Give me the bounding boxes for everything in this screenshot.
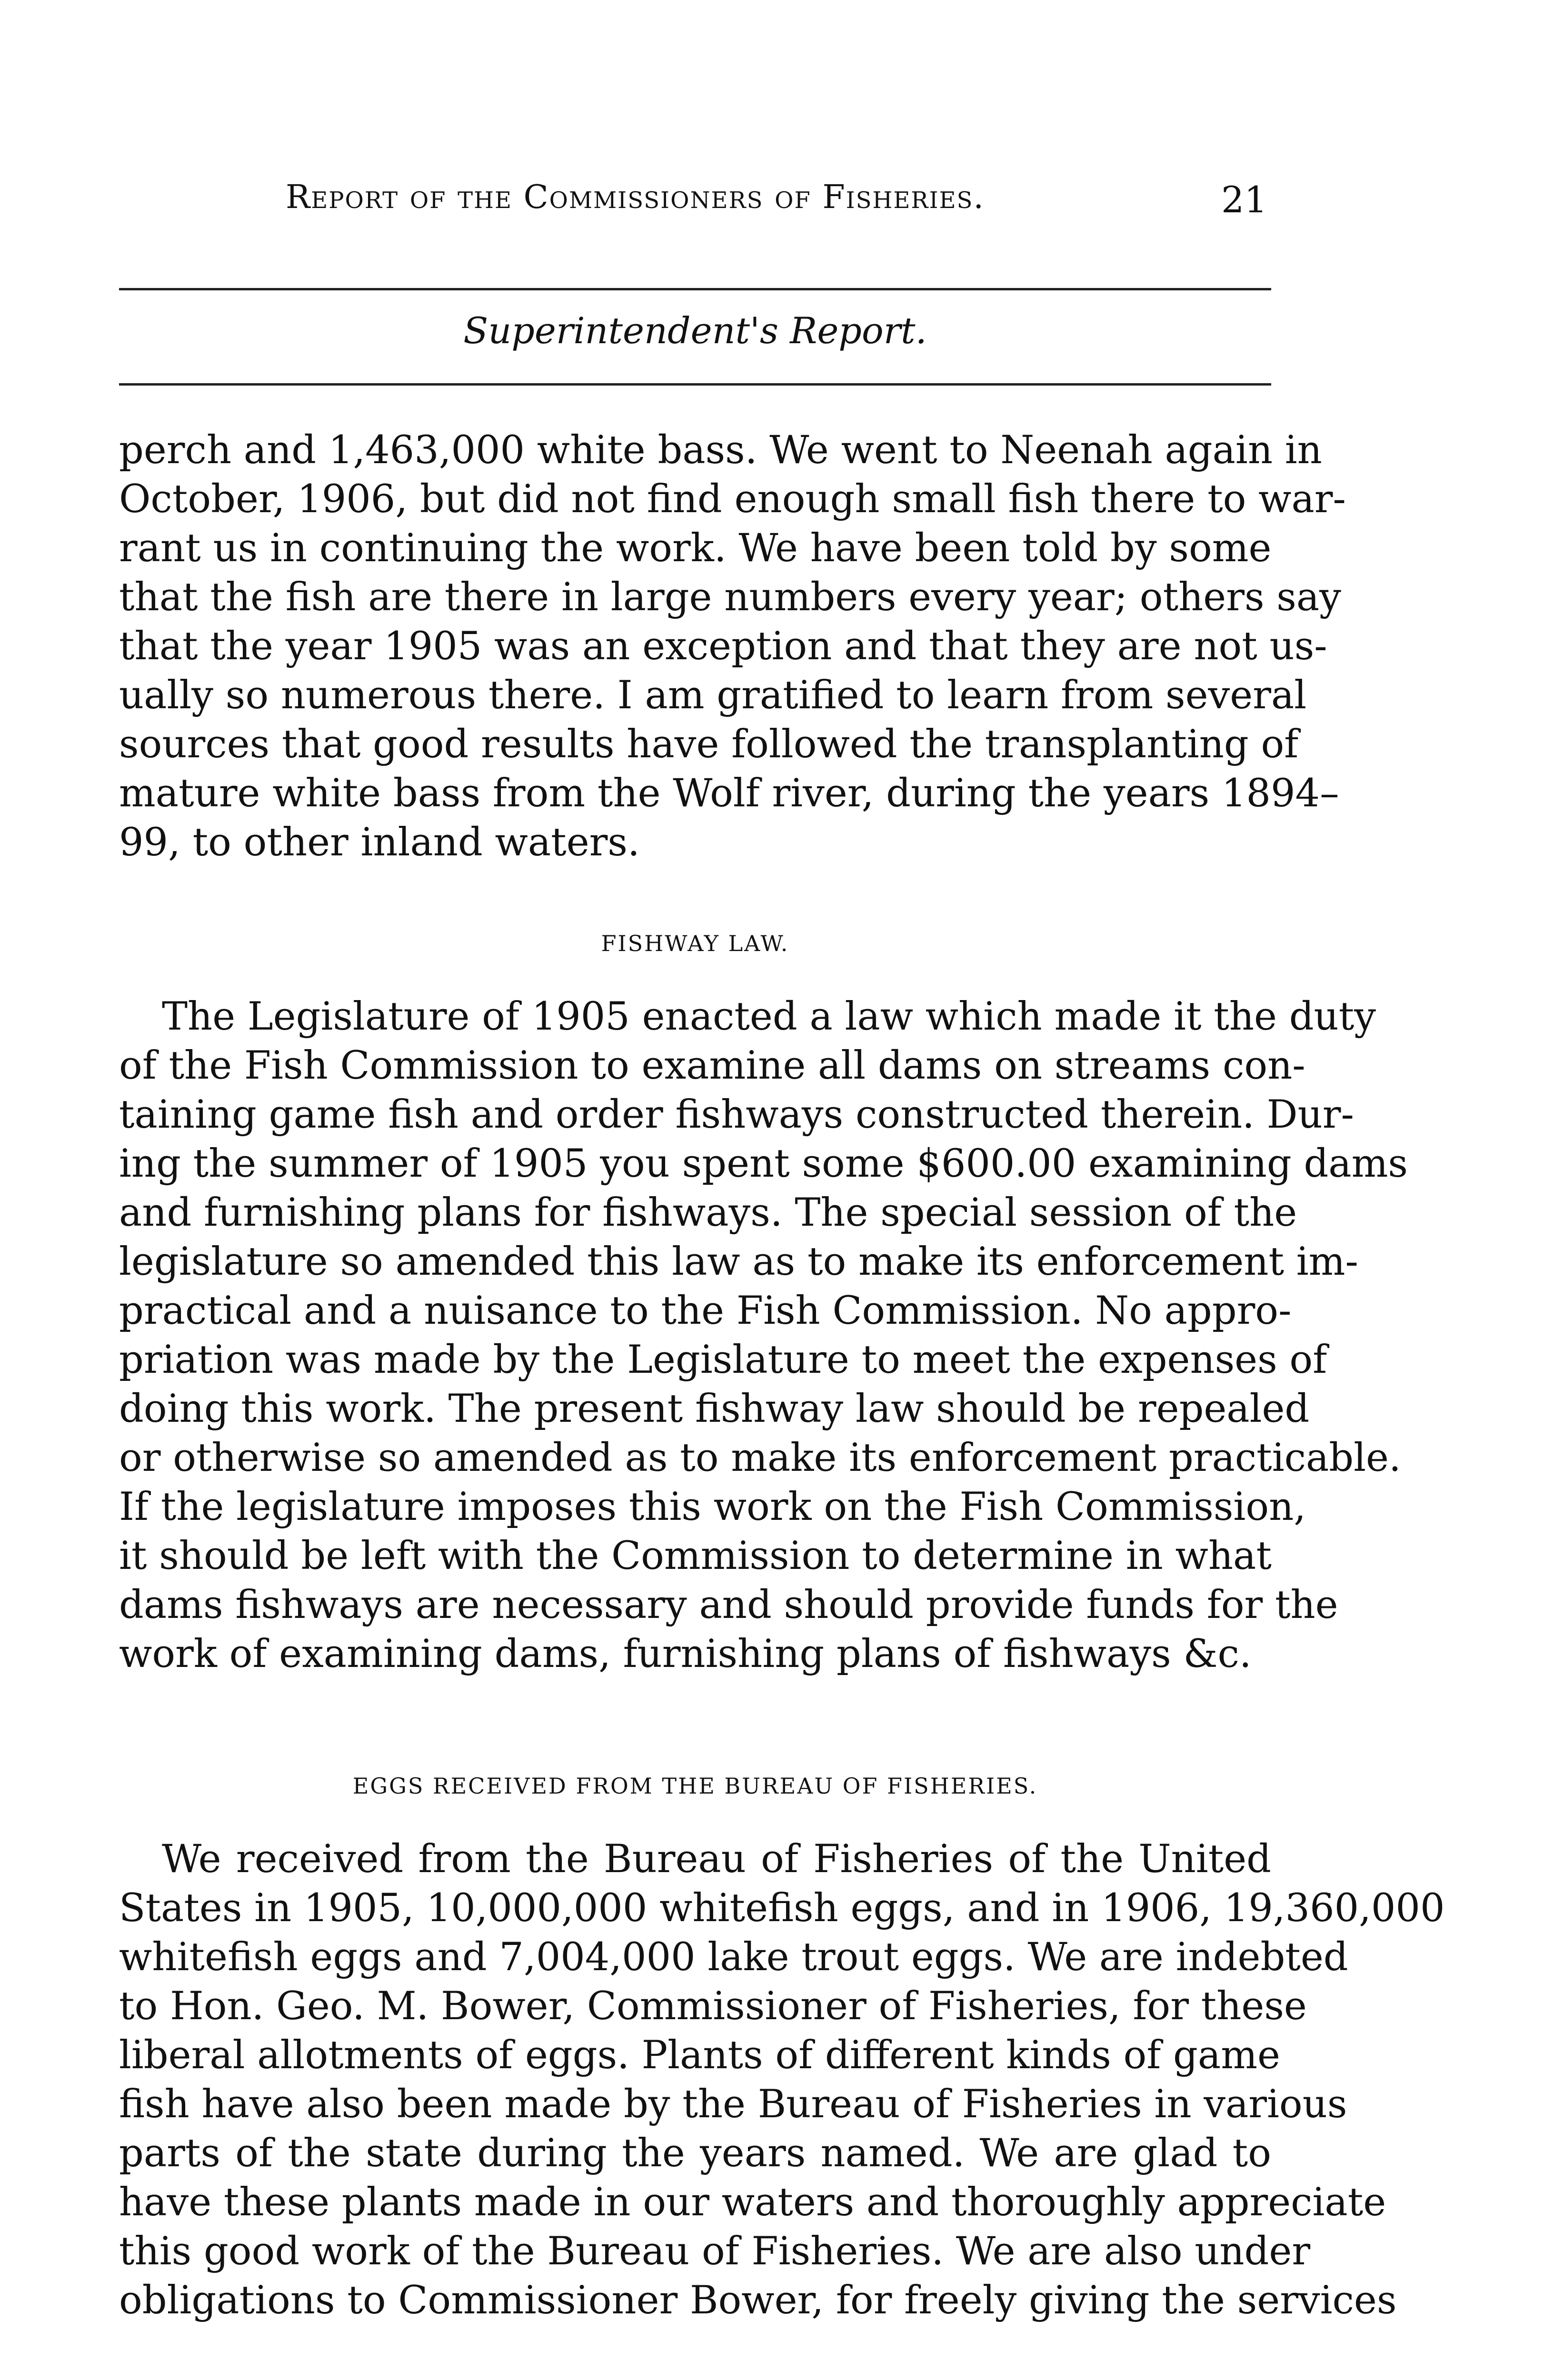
text-line: dams fishways are necessary and should provide funds for the: [119, 1583, 1338, 1627]
text-line: fish have also been made by the Bureau of Fisheries in various: [119, 2082, 1347, 2127]
text-line: taining game fish and order fishways constructed therein. Dur-: [119, 1092, 1354, 1137]
section-subheading: Superintendent's Report.: [463, 309, 927, 352]
page-number: 21: [1221, 178, 1267, 221]
text-line: to Hon. Geo. M. Bower, Commissioner of Fisheries, for these: [119, 1984, 1307, 2029]
text-line: doing this work. The present fishway law should be repealed: [119, 1387, 1310, 1431]
section-heading-eggs-received: EGGS RECEIVED FROM THE BUREAU OF FISHERIES.: [352, 1773, 1038, 1799]
section-heading-fishway-law: FISHWAY LAW.: [601, 931, 789, 956]
text-line: The Legislature of 1905 enacted a law which made it the duty: [162, 994, 1376, 1039]
text-line: work of examining dams, furnishing plans of fishways &c.: [119, 1632, 1252, 1676]
fishway-law-paragraph: [119, 992, 1408, 1679]
text-line: or otherwise so amended as to make its enforcement practicable.: [119, 1436, 1401, 1480]
text-line: of the Fish Commission to examine all dams on streams con-: [119, 1043, 1305, 1088]
header-rule-top: [119, 288, 1271, 290]
text-line: obligations to Commissioner Bower, for freely giving the services: [119, 2278, 1397, 2323]
text-line: whitefish eggs and 7,004,000 lake trout eggs. We are indebted: [119, 1935, 1348, 1980]
text-line: that the fish are there in large numbers every year; others say: [119, 575, 1341, 620]
text-line: practical and a nuisance to the Fish Commission. No appro-: [119, 1289, 1292, 1333]
text-line: rant us in continuing the work. We have been told by some: [119, 526, 1272, 571]
text-line: mature white bass from the Wolf river, during the years 1894–: [119, 771, 1339, 816]
text-line: If the legislature imposes this work on the Fish Commission,: [119, 1485, 1306, 1529]
text-line: sources that good results have followed the transplanting of: [119, 722, 1299, 767]
continuation-paragraph: [119, 426, 1346, 867]
text-line: this good work of the Bureau of Fisheries. We are also under: [119, 2229, 1311, 2274]
text-line: liberal allotments of eggs. Plants of different kinds of game: [119, 2033, 1280, 2078]
eggs-received-paragraph: [119, 1835, 1445, 2325]
text-line: ing the summer of 1905 you spent some $600.00 examining dams: [119, 1141, 1408, 1186]
text-line: ually so numerous there. I am gratified to learn from several: [119, 673, 1307, 718]
text-line: that the year 1905 was an exception and that they are not us-: [119, 624, 1327, 669]
text-line: legislature so amended this law as to make its enforcement im-: [119, 1240, 1358, 1284]
text-line: and furnishing plans for fishways. The special session of the: [119, 1190, 1297, 1235]
text-line: 99, to other inland waters.: [119, 820, 640, 865]
text-line: priation was made by the Legislature to meet the expenses of: [119, 1338, 1327, 1382]
text-line: States in 1905, 10,000,000 whitefish eggs, and in 1906, 19,360,000: [119, 1886, 1445, 1931]
text-line: October, 1906, but did not find enough small fish there to war-: [119, 477, 1346, 522]
running-head: Report of the Commissioners of Fisheries.: [286, 178, 985, 216]
text-line: have these plants made in our waters and thoroughly appreciate: [119, 2180, 1386, 2225]
text-line: We received from the Bureau of Fisheries of the United: [162, 1837, 1271, 1882]
header-rule-bottom: [119, 383, 1271, 386]
text-line: perch and 1,463,000 white bass. We went to Neenah again in: [119, 428, 1322, 473]
text-line: parts of the state during the years named. We are glad to: [119, 2131, 1271, 2176]
text-line: it should be left with the Commission to determine in what: [119, 1534, 1272, 1578]
